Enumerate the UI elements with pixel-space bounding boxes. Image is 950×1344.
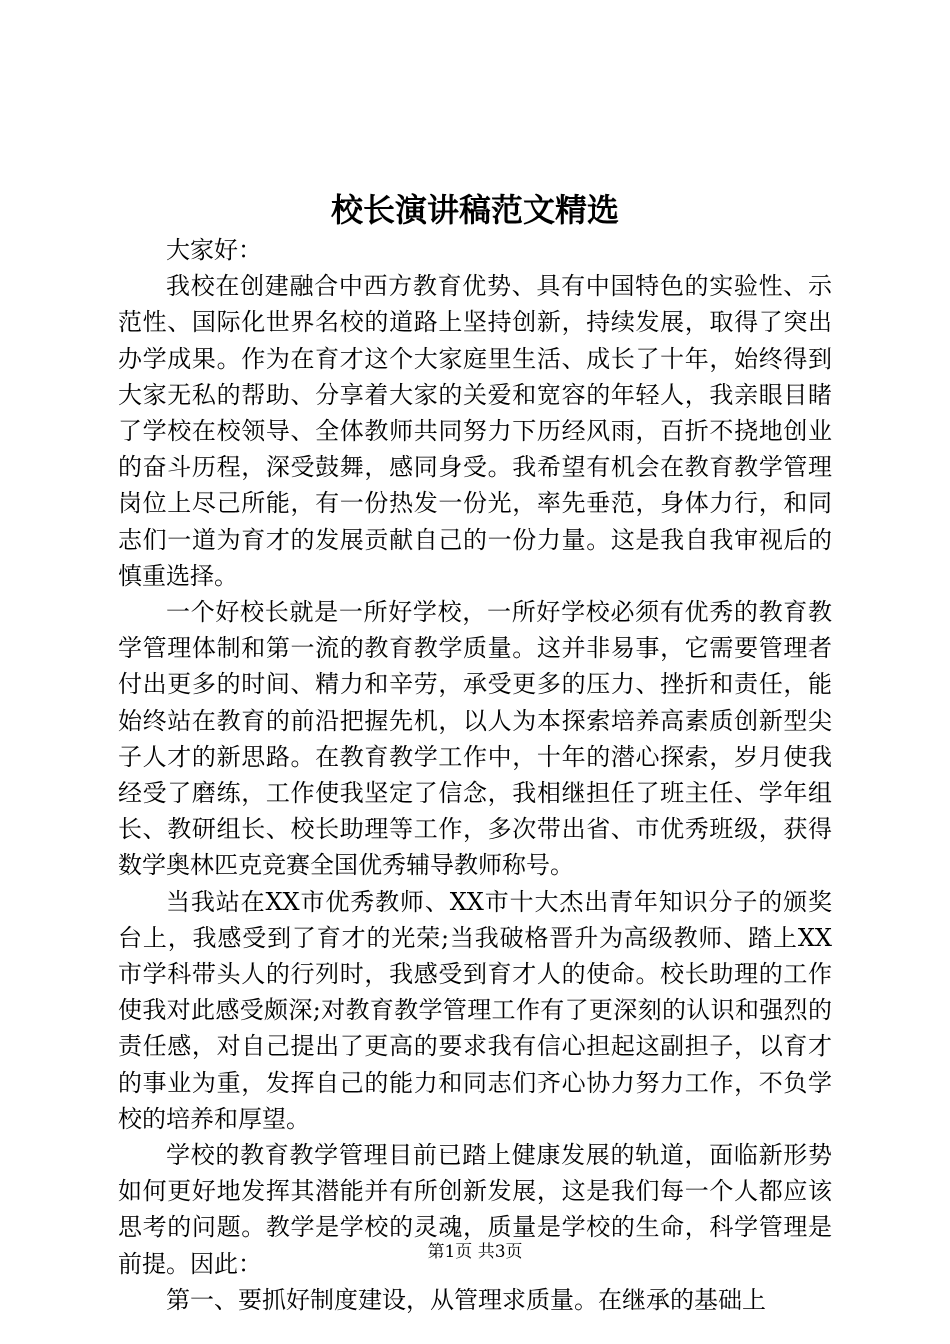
paragraph: 学校的教育教学管理目前已踏上健康发展的轨道，面临新形势如何更好地发挥其潜能并有所创新发展，这是我们每一个人都应该思考的问题。教学是学校的灵魂，质量是学校的生命，科学管理是前提。因此： (118, 1141, 832, 1278)
paragraph: 一个好校长就是一所好学校，一所好学校必须有优秀的教育教学管理体制和第一流的教育教学质量。这并非易事，它需要管理者付出更多的时间、精力和辛劳，承受更多的压力、挫折和责任，能始终站在教育的前沿把握先机，以人为本探索培养高素质创新型尖子人才的新思路。在教育教学工作中，十年的潜心探索，岁月使我经受了磨练，工作使我坚定了信念，我相继担任了班主任、学年组长、教研组长、校长助理等工作，多次带出省、市优秀班级，获得数学奥林匹克竞赛全国优秀辅导教师称号。 (118, 598, 832, 880)
paragraph: 第一、要抓好制度建设，从管理求质量。在继承的基础上 (166, 1285, 766, 1314)
document-body (118, 232, 832, 1318)
document-title: 校长演讲稿范文精选 (330, 191, 619, 229)
paragraph-greeting: 大家好： (166, 236, 262, 264)
paragraph: 我校在创建融合中西方教育优势、具有中国特色的实验性、示范性、国际化世界名校的道路上坚持创新，持续发展，取得了突出办学成果。作为在育才这个大家庭里生活、成长了十年，始终得到大家无私的帮助、分享着大家的关爱和宽容的年轻人，我亲眼目睹了学校在校领导、全体教师共同努力下历经风雨，百折不挠地创业的奋斗历程，深受鼓舞，感同身受。我希望有机会在教育教学管理岗位上尽己所能，有一份热发一份光，率先垂范，身体力行，和同志们一道为育才的发展贡献自己的一份力量。这是我自我审视后的慎重选择。 (118, 272, 832, 590)
page-footer: 第1页 共3页 (427, 1242, 523, 1262)
paragraph: 当我站在XX市优秀教师、XX市十大杰出青年知识分子的颁奖台上，我感受到了育才的光荣;当我破格晋升为高级教师、踏上XX市学科带头人的行列时，我感受到育才人的使命。校长助理的工作使我对此感受颇深;对教育教学管理工作有了更深刻的认识和强烈的责任感，对自己提出了更高的要求我有信心担起这副担子，以育才的事业为重，发挥自己的能力和同志们齐心协力努力工作，不负学校的培养和厚望。 (118, 887, 832, 1133)
